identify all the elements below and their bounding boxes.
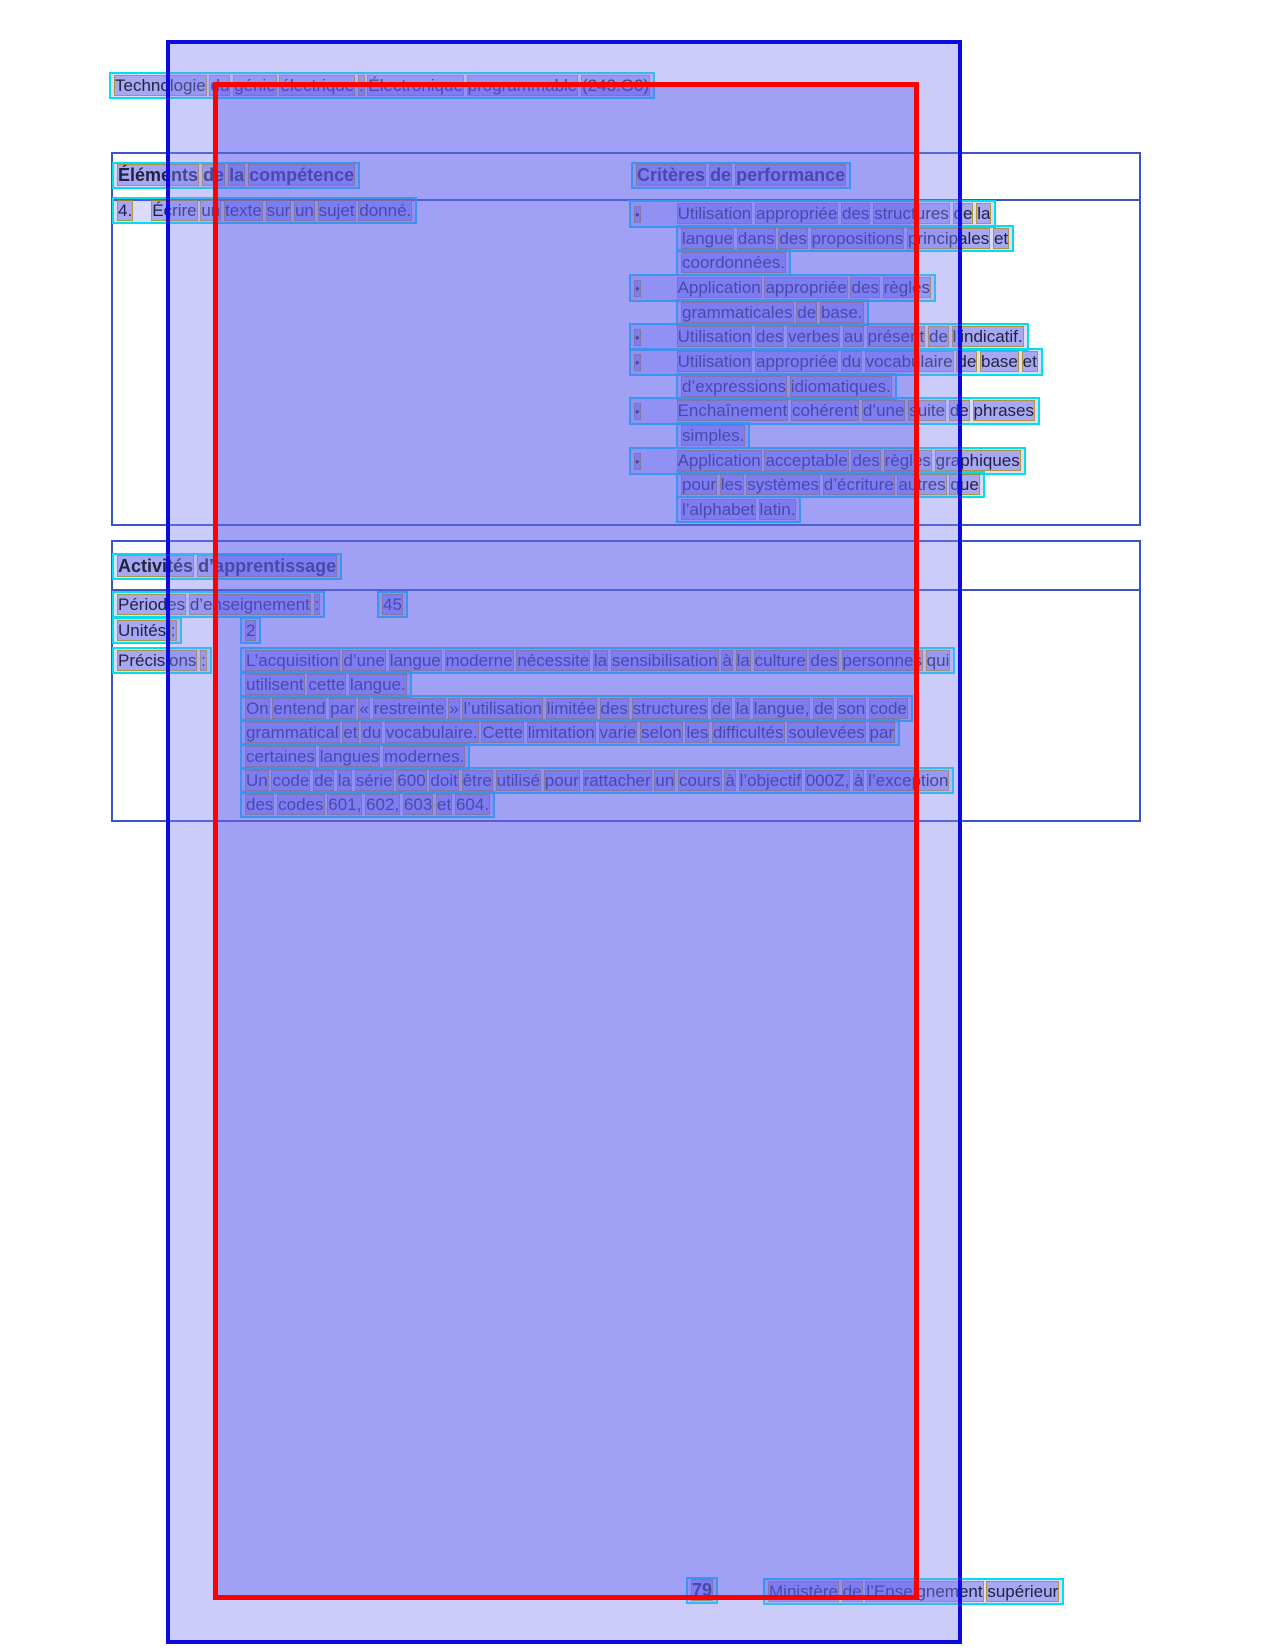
word-box: simples. — [682, 426, 745, 445]
element-text — [152, 201, 411, 220]
word-box: langues — [319, 747, 380, 766]
word-box: appropriée — [765, 278, 847, 297]
word-box: compétence — [249, 165, 355, 185]
word-box: base. — [820, 303, 863, 322]
column-header-elements — [112, 162, 360, 189]
word-box: de — [957, 352, 977, 371]
word-box: supérieur — [987, 1582, 1059, 1601]
word-box: les — [686, 723, 709, 742]
criterion-line — [629, 200, 996, 228]
word-box: 600 — [397, 771, 426, 790]
criterion-text — [678, 278, 930, 297]
word-box: code — [272, 771, 310, 790]
criterion-line — [629, 397, 1040, 425]
word-box: par — [330, 699, 355, 718]
word-box: 4. — [118, 201, 133, 220]
precisions-text — [246, 723, 894, 742]
precisions-line — [240, 695, 913, 722]
precisions-text — [246, 675, 406, 694]
footer-ministry — [763, 1578, 1064, 1605]
criterion-text — [682, 475, 979, 494]
word-box: entend — [273, 699, 326, 718]
word-box: 000Z, — [805, 771, 850, 790]
word-box: la — [593, 651, 608, 670]
word-box: de — [949, 401, 969, 420]
word-box: 603 — [403, 795, 433, 814]
word-box: son — [837, 699, 866, 718]
precisions-text — [246, 795, 489, 814]
word-box: Utilisation — [677, 352, 752, 371]
word-box: d’enseignement — [189, 595, 310, 614]
word-box: L’acquisition — [246, 651, 339, 670]
element-number — [118, 201, 132, 220]
word-box: graphiques — [935, 451, 1020, 470]
word-box: l’Enseignement — [866, 1582, 983, 1601]
word-box: idiomatiques. — [790, 377, 891, 396]
word-box: de — [710, 165, 732, 185]
word-box: l’alphabet — [682, 500, 755, 519]
word-box: de — [712, 699, 731, 718]
word-box: des — [852, 451, 880, 470]
precisions-line — [240, 719, 900, 746]
word-box: Éléments — [118, 165, 199, 185]
word-box: base — [981, 352, 1018, 371]
word-box: sur — [266, 201, 291, 220]
word-box: un — [201, 201, 221, 220]
criterion-text — [682, 253, 785, 272]
word-box: Application — [677, 278, 761, 297]
word-box: 79 — [692, 1580, 713, 1600]
bullet-icon: • — [635, 355, 640, 370]
word-box: cours — [679, 771, 721, 790]
word-box: des — [779, 229, 807, 248]
word-box: difficultés — [712, 723, 784, 742]
criterion-text — [678, 401, 1034, 420]
units-value — [240, 617, 261, 644]
criterion-line — [629, 274, 936, 302]
word-box: qui — [926, 651, 950, 670]
word-box: certaines — [246, 747, 315, 766]
word-box: limitation — [527, 723, 595, 742]
word-box: les — [720, 475, 743, 494]
precisions-text — [246, 747, 464, 766]
word-box: l’objectif — [739, 771, 801, 790]
word-box: l’indicatif. — [952, 327, 1023, 346]
word-box: à — [722, 651, 732, 670]
criterion-wrap-line — [676, 496, 801, 523]
word-box: 45 — [383, 595, 402, 614]
bullet-icon: • — [635, 404, 640, 419]
word-box: utilisé — [496, 771, 541, 790]
word-box: série — [355, 771, 393, 790]
word-box: du — [842, 352, 861, 371]
word-box: règles — [883, 278, 930, 297]
word-box: 602, — [366, 795, 400, 814]
criterion-wrap-line — [676, 299, 869, 326]
word-box: d’apprentissage — [198, 556, 337, 576]
word-box: Électronique — [368, 76, 463, 95]
word-box: cette — [308, 675, 346, 694]
word-box: Ministère — [769, 1582, 838, 1601]
word-box: structures — [874, 204, 949, 223]
word-box: structures — [632, 699, 708, 718]
word-box: selon — [641, 723, 682, 742]
word-box: à — [853, 771, 864, 790]
column-header-criteria — [631, 162, 851, 189]
page-number — [686, 1577, 718, 1604]
word-box: nécessite — [517, 651, 590, 670]
word-box: par — [869, 723, 895, 742]
criterion-wrap-line — [676, 373, 897, 400]
criterion-text — [682, 426, 744, 445]
word-box: des — [246, 795, 274, 814]
word-box: soulevées — [788, 723, 865, 742]
word-box: phrases — [973, 401, 1034, 420]
word-box: de — [797, 303, 817, 322]
precisions-line — [240, 767, 954, 794]
word-box: : — [170, 621, 176, 640]
word-box: que — [950, 475, 979, 494]
word-box: et — [437, 795, 452, 814]
word-box: culture — [754, 651, 806, 670]
periods-label — [112, 591, 325, 618]
precisions-line — [240, 743, 470, 770]
word-box: pour — [682, 475, 717, 494]
precisions-text — [246, 651, 949, 670]
criterion-text — [682, 377, 891, 396]
word-box: des — [842, 204, 870, 223]
word-box: Périodes — [118, 595, 186, 614]
document-header-text — [115, 76, 649, 95]
word-box: l’exception — [868, 771, 949, 790]
word-box: grammaticales — [682, 303, 793, 322]
word-box: : — [358, 76, 364, 95]
word-box: utilisent — [246, 675, 304, 694]
criterion-text — [678, 204, 991, 223]
word-box: Utilisation — [677, 327, 752, 346]
word-box: Précisions — [118, 651, 197, 670]
word-box: vocabulaire — [865, 352, 953, 371]
word-box: la — [337, 771, 351, 790]
word-box: langue. — [349, 675, 406, 694]
periods-value — [377, 591, 408, 618]
word-box: 604. — [455, 795, 490, 814]
document-header-line — [109, 72, 655, 99]
word-box: langue — [389, 651, 441, 670]
word-box: : — [314, 595, 320, 614]
criterion-text — [678, 451, 1020, 470]
word-box: d’une — [343, 651, 385, 670]
criterion-line — [629, 323, 1029, 351]
word-box: personnes — [842, 651, 922, 670]
word-box: langue, — [753, 699, 810, 718]
word-box: autres — [898, 475, 946, 494]
word-box: 2 — [246, 621, 256, 640]
word-box: sujet — [318, 201, 355, 220]
bullet-icon: • — [635, 281, 640, 296]
criterion-text — [678, 327, 1023, 346]
word-box: code — [870, 699, 907, 718]
word-box: 601, — [328, 795, 362, 814]
word-box: la — [736, 651, 750, 670]
criterion-line — [629, 348, 1043, 376]
word-box: la — [735, 699, 749, 718]
criterion-text — [682, 500, 795, 519]
word-box: présent — [867, 327, 925, 346]
word-box: appropriée — [756, 204, 838, 223]
word-box: limitée — [546, 699, 596, 718]
word-box: génie — [234, 76, 276, 95]
word-box: Écrire — [152, 201, 197, 220]
word-box: de — [929, 327, 948, 346]
word-box: du — [210, 76, 230, 95]
word-box: Critères — [637, 165, 706, 185]
competency-element-line — [112, 197, 417, 224]
word-box: de — [203, 165, 225, 185]
criterion-wrap-line — [676, 422, 750, 449]
word-box: (243.G0) — [582, 76, 650, 95]
word-box: la — [977, 204, 991, 223]
word-box: dans — [737, 229, 775, 248]
bullet-icon: • — [635, 207, 640, 222]
word-box: Un — [246, 771, 268, 790]
word-box: varie — [599, 723, 637, 742]
units-label — [112, 617, 182, 644]
word-box: modernes. — [384, 747, 465, 766]
precisions-text — [246, 771, 948, 790]
word-box: codes — [278, 795, 324, 814]
word-box: de — [314, 771, 333, 790]
word-box: à — [725, 771, 735, 790]
bullet-icon: • — [635, 454, 640, 469]
precisions-text — [246, 699, 907, 718]
criterion-wrap-line — [676, 225, 1014, 252]
word-box: moderne — [445, 651, 513, 670]
word-box: acceptable — [765, 451, 848, 470]
word-box: de — [953, 204, 973, 223]
word-box: règles — [884, 451, 931, 470]
word-box: Application — [677, 451, 761, 470]
word-box: principales — [907, 229, 990, 248]
word-box: Cette — [482, 723, 523, 742]
word-box: donné. — [359, 201, 412, 220]
word-box: appropriée — [756, 352, 838, 371]
word-box: Technologie — [115, 76, 206, 95]
word-box: un — [294, 201, 314, 220]
word-box: au — [843, 327, 863, 346]
word-box: » — [449, 699, 459, 718]
bullet-icon: • — [635, 330, 640, 345]
criterion-wrap-line — [676, 249, 791, 276]
word-box: et — [343, 723, 358, 742]
word-box: Enchaînement — [677, 401, 788, 420]
criterion-text — [678, 352, 1037, 371]
word-box: un — [655, 771, 675, 790]
word-box: vocabulaire. — [385, 723, 478, 742]
word-box: « — [359, 699, 369, 718]
word-box: Activités — [118, 556, 194, 576]
precisions-label — [112, 647, 212, 674]
word-box: des — [810, 651, 838, 670]
word-box: des — [851, 278, 879, 297]
word-box: sensibilisation — [611, 651, 718, 670]
word-box: d’expressions — [682, 377, 786, 396]
word-box: être — [462, 771, 492, 790]
word-box: la — [229, 165, 245, 185]
word-box: doit — [430, 771, 458, 790]
word-box: électrique — [280, 76, 355, 95]
word-box: rattacher — [583, 771, 651, 790]
precisions-line — [240, 791, 495, 818]
word-box: programmable — [467, 76, 578, 95]
word-box: On — [246, 699, 269, 718]
word-box: restreinte — [373, 699, 445, 718]
word-box: systèmes — [747, 475, 820, 494]
word-box: de — [814, 699, 834, 718]
precisions-line — [240, 671, 412, 698]
criterion-text — [682, 303, 863, 322]
word-box: latin. — [759, 500, 796, 519]
word-box: l’utilisation — [463, 699, 542, 718]
word-box: performance — [736, 165, 846, 185]
word-box: des — [600, 699, 628, 718]
word-box: Utilisation — [677, 204, 752, 223]
word-box: d’écriture — [823, 475, 894, 494]
word-box: du — [362, 723, 382, 742]
word-box: coordonnées. — [682, 253, 786, 272]
word-box: langue — [682, 229, 734, 248]
activities-header — [112, 553, 342, 580]
word-box: texte — [224, 201, 262, 220]
criterion-text — [682, 229, 1008, 248]
word-box: de — [842, 1582, 862, 1601]
word-box: d’une — [862, 401, 905, 420]
word-box: verbes — [788, 327, 840, 346]
word-box: Unités — [118, 621, 167, 640]
word-box: suite — [909, 401, 946, 420]
word-box: et — [1022, 352, 1037, 371]
word-box: et — [993, 229, 1009, 248]
word-box: : — [201, 651, 206, 670]
criterion-wrap-line — [676, 471, 985, 498]
word-box: pour — [544, 771, 579, 790]
word-box: des — [756, 327, 784, 346]
precisions-line — [240, 647, 955, 674]
word-box: propositions — [811, 229, 904, 248]
word-box: grammatical — [246, 723, 339, 742]
word-box: cohérent — [791, 401, 859, 420]
